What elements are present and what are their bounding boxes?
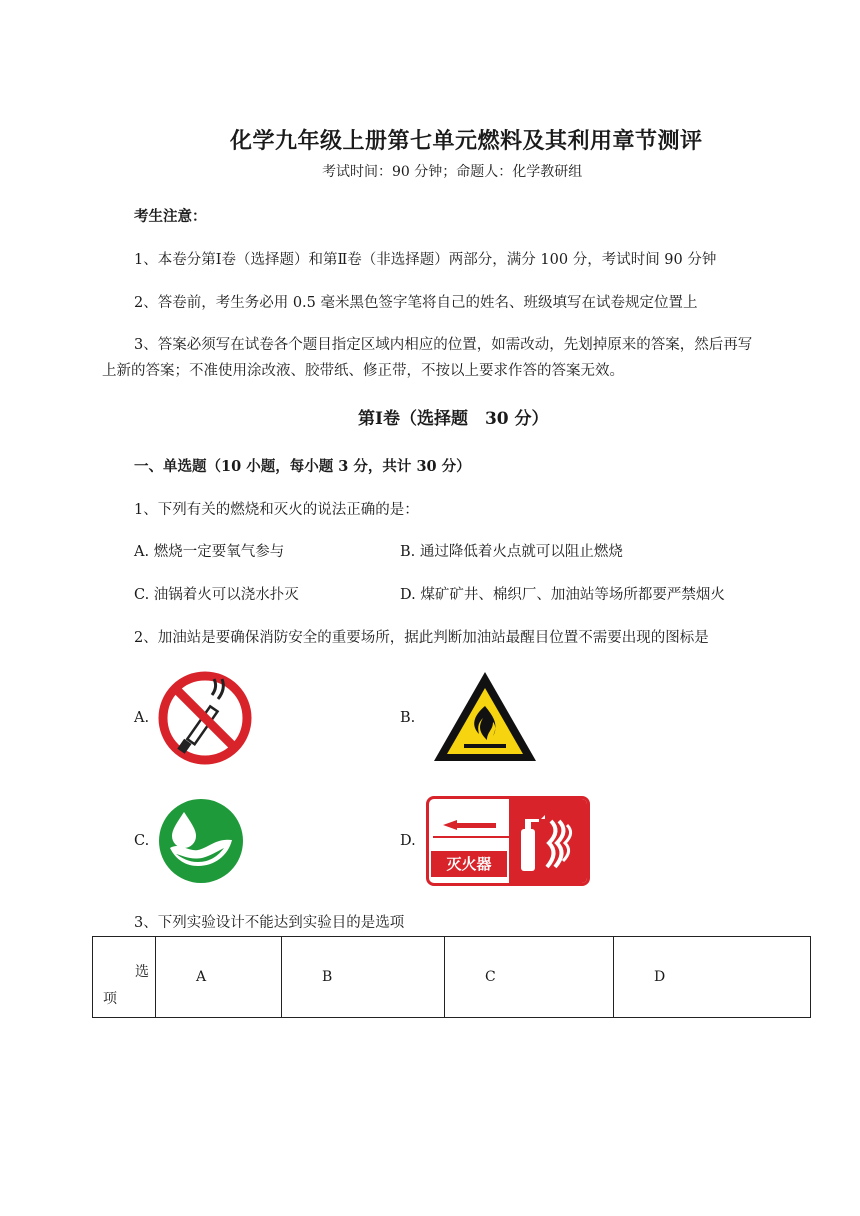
flammable-warning-icon [430,668,540,766]
section-heading: 一、单选题（10 小题，每小题 3 分，共计 30 分） [134,458,471,475]
q2-option-a-label: A. [134,710,150,726]
extinguisher-label: 灭火器 [431,851,507,877]
notice-item-1: 1、本卷分第Ⅰ卷（选择题）和第Ⅱ卷（非选择题）两部分，满分 100 分，考试时间 90 分钟 [134,252,717,268]
table-header-char-1: 选 [135,964,149,980]
notice-heading: 考生注意： [134,208,207,225]
fire-extinguisher-sign [426,796,590,886]
q2-option-b-label: B. [400,710,416,726]
q3-stem: 3、下列实验设计不能达到实验目的是选项 [134,915,405,931]
q2-stem: 2、加油站是要确保消防安全的重要场所，据此判断加油站最醒目位置不需要出现的图标是 [134,630,709,646]
q1-stem: 1、下列有关的燃烧和灭火的说法正确的是： [134,502,419,518]
q1-option-b: B. 通过降低着火点就可以阻止燃烧 [400,544,623,560]
table-header-char-2: 项 [103,991,117,1007]
q1-option-a: A. 燃烧一定要氧气参与 [134,544,285,560]
notice-item-3-line1: 3、答案必须写在试卷各个题目指定区域内相应的位置，如需改动，先划掉原来的答案，然后再写 [134,337,753,353]
page-title: 化学九年级上册第七单元燃料及其利用章节测评 [230,128,703,154]
water-saving-icon [158,798,244,884]
table-cell-c: C [445,937,614,1018]
table-cell-b: B [282,937,445,1018]
table-cell-header [93,937,156,1018]
table-cell-d: D [614,937,811,1018]
notice-item-2: 2、答卷前，考生务必用 0.5 毫米黑色签字笔将自己的姓名、班级填写在试卷规定位置上 [134,295,698,311]
part1-title: 第Ⅰ卷（选择题 30 分） [358,409,549,429]
q1-option-d: D. 煤矿矿井、棉织厂、加油站等场所都要严禁烟火 [400,587,725,603]
q2-option-d-label: D. [400,833,416,849]
table-row [93,937,811,1018]
no-smoking-icon [156,669,254,767]
q3-options-table [92,936,811,1018]
q2-option-c-label: C. [134,833,150,849]
table-cell-a: A [156,937,282,1018]
notice-item-3-line2: 上新的答案；不准使用涂改液、胶带纸、修正带，不按以上要求作答的答案无效。 [102,363,624,379]
exam-info: 考试时间：90 分钟；命题人：化学教研组 [322,164,583,180]
q1-option-c: C. 油锅着火可以浇水扑灭 [134,587,299,603]
